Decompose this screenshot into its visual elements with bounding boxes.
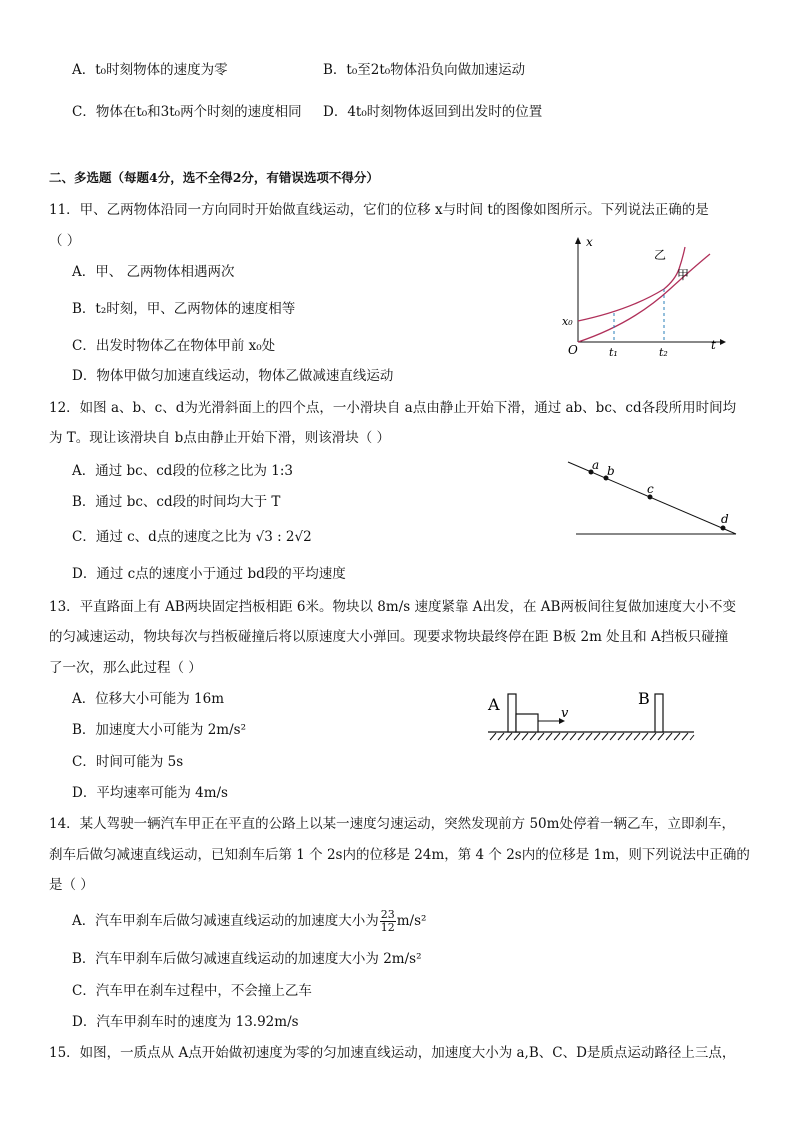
q11-t1-label: t₁ (609, 346, 618, 359)
q12-option-a: A．通过 bc、cd段的位移之比为 1:3 (72, 463, 293, 479)
q11-curve-yi (578, 247, 685, 321)
q11-x-label: x (586, 235, 593, 249)
q14-stem-line1: 14．某人驾驶一辆汽车甲正在平直的公路上以某一速度匀速运动，突然发现前方 50m处停着一辆乙车，立即刹车， (49, 816, 735, 832)
q11-t-axis-arrow (720, 339, 726, 345)
section-header: 二、多选题（每题4分，选不全得2分，有错误选项不得分） (49, 170, 379, 185)
q11-option-c: C．出发时物体乙在物体甲前 x₀处 (72, 338, 276, 354)
q14-option-d: D．汽车甲刹车时的速度为 13.92m/s (72, 1014, 299, 1030)
q11-t2-label: t₂ (659, 346, 668, 359)
q13-track-figure (484, 684, 698, 746)
q14-option-a-text: A．汽车甲刹车后做匀减速直线运动的加速度大小为 (72, 913, 379, 929)
q10-option-c: C．物体在t₀和3t₀两个时刻的速度相同 (72, 104, 302, 120)
q14-fraction-denominator: 12 (380, 921, 395, 934)
q13-stem-line3: 了一次，那么此过程（ ） (49, 660, 202, 676)
q11-stem-line1: 11．甲、乙两物体沿同一方向同时开始做直线运动，它们的位移 x与时间 t的图像如图所示。下列说法正确的是 (49, 202, 709, 218)
q13-option-a: A．位移大小可能为 16m (72, 691, 225, 707)
q14-option-b: B．汽车甲刹车后做匀减速直线运动的加速度大小为 2m/s² (72, 951, 422, 967)
q13-block (516, 714, 538, 732)
q14-option-a-unit: m/s² (396, 913, 427, 929)
q11-origin-label: O (568, 343, 578, 357)
q11-t-label: t (711, 338, 716, 352)
q12-point-d (721, 526, 726, 531)
q11-xt-graph (560, 232, 730, 360)
q13-option-b: B．加速度大小可能为 2m/s² (72, 722, 246, 738)
q14-option-a (72, 905, 426, 937)
q12-option-b: B．通过 bc、cd段的时间均大于 T (72, 494, 281, 510)
q13-label-v: v (561, 706, 569, 721)
q15-stem-line1: 15．如图，一质点从 A点开始做初速度为零的匀加速直线运动，加速度大小为 a,B、C、D是质点运动路径上三点， (49, 1045, 736, 1061)
q11-option-b: B．t₂时刻，甲、乙两物体的速度相等 (72, 301, 296, 317)
q10-option-d: D．4t₀时刻物体返回到出发时的位置 (323, 104, 543, 120)
q13-stem-line2: 的匀减速运动，物块每次与挡板碰撞后将以原速度大小弹回。现要求物块最终停在距 B板 2m 处且和 A挡板只碰撞 (49, 629, 729, 645)
q11-x-axis-arrow (575, 237, 581, 244)
q14-option-a-fraction (380, 909, 396, 934)
q10-option-b: B．t₀至2t₀物体沿负向做加速运动 (323, 62, 526, 78)
q12-stem-line2: 为 T。现让该滑块自 b点由静止开始下滑，则该滑块（ ） (49, 430, 391, 446)
q12-label-d: d (721, 512, 729, 526)
q14-stem-line3: 是（ ） (49, 877, 94, 893)
q13-label-a: A (488, 695, 500, 714)
q14-fraction-numerator: 23 (380, 908, 395, 921)
q12-stem-line1: 12．如图 a、b、c、d为光滑斜面上的四个点，一小滑块自 a点由静止开始下滑，通过 ab、bc、cd各段所用时间均 (49, 400, 737, 416)
q12-label-c: c (647, 482, 654, 496)
q14-option-c: C．汽车甲在刹车过程中，不会撞上乙车 (72, 983, 312, 999)
q13-label-b: B (638, 689, 650, 708)
q11-x0-label: x₀ (562, 315, 573, 328)
q12-option-c: C．通过 c、d点的速度之比为 √3 : 2√2 (72, 529, 312, 545)
q13-option-d: D．平均速率可能为 4m/s (72, 785, 228, 801)
q11-curve-jia (578, 254, 710, 342)
q13-option-c: C．时间可能为 5s (72, 754, 184, 770)
q11-stem-line2: （ ） (49, 233, 81, 249)
q14-stem-line2: 刹车后做匀减速直线运动，已知刹车后第 1 个 2s内的位移是 24m，第 4 个 2s内的位移是 1m，则下列说法中正确的 (49, 847, 750, 863)
q11-option-d: D．物体甲做匀加速直线运动，物体乙做减速直线运动 (72, 368, 394, 384)
q10-option-a: A．t₀时刻物体的速度为零 (72, 62, 228, 78)
q11-option-a: A．甲、 乙两物体相遇两次 (72, 264, 235, 280)
q13-plate-a (508, 694, 516, 732)
q13-stem-line1: 13．平直路面上有 AB两块固定挡板相距 6米。物块以 8m/s 速度紧靠 A出发，在 AB两板间往复做加速度大小不变 (49, 599, 736, 615)
q11-jia-label: 甲 (677, 268, 690, 282)
q13-ground-hatch (490, 733, 694, 740)
q13-plate-b (655, 694, 663, 732)
q11-yi-label: 乙 (654, 248, 667, 262)
q12-label-a: a (592, 458, 600, 472)
q12-option-d: D．通过 c点的速度小于通过 bd段的平均速度 (72, 566, 346, 582)
q12-incline-figure (560, 452, 750, 542)
q12-label-b: b (607, 464, 615, 478)
